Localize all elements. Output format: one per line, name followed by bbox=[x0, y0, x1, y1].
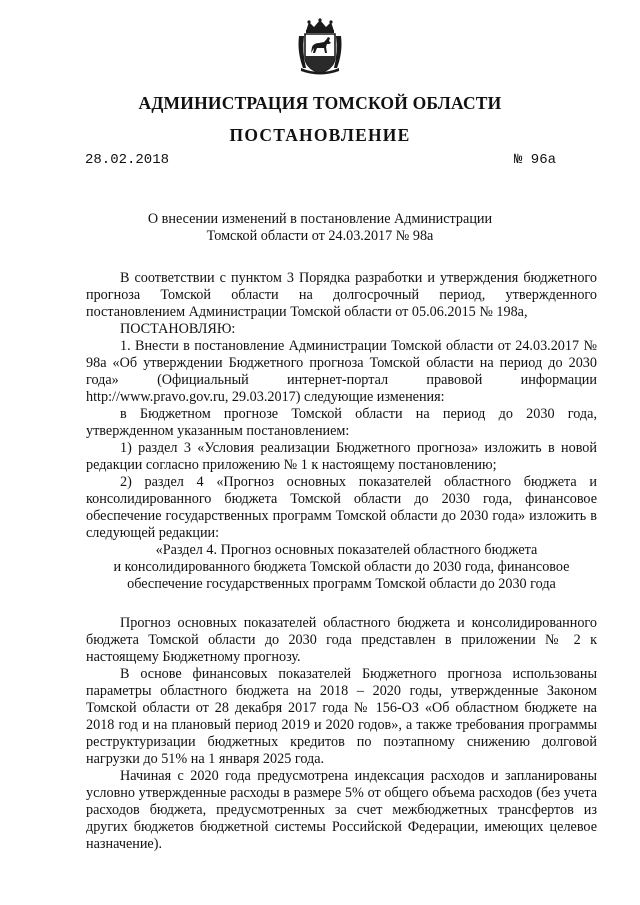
quote-line: обеспечение государственных программ Томской области до 2030 года bbox=[127, 576, 556, 592]
paragraph-indexation: Начиная с 2020 года предусмотрена индексация расходов и запланированы условно утвержденные расходы в размере 5% от общего объема расходов (без учета расходов бюджета, предусмотренных за счет межбюджетных трансфертов из других бюджетов бюджетной системы Российской Федерации, имеющих целевое назначение). bbox=[86, 768, 597, 852]
paragraph-preamble: В соответствии с пунктом 3 Порядка разработки и утверждения бюджетного прогноза Томской области на долгосрочный период, утвержденного постановлением Администрации Томской области от 05.06.2015 № 198а, bbox=[86, 270, 597, 320]
paragraph-basis: В основе финансовых показателей Бюджетного прогноза использованы параметры областного бюджета на 2018 – 2020 годы, утвержденные Законом Томской области от 28 декабря 2017 года № 156-ОЗ «Об областном бюджете на 2018 год и на плановый период 2019 и 2020 годов», а также требования программы реструктуризации бюджетных кредитов по поэтапному снижению долговой нагрузки до 51% на 1 января 2025 года. bbox=[86, 666, 597, 767]
paragraph-decree: ПОСТАНОВЛЯЮ: bbox=[120, 321, 236, 337]
subject-line: Томской области от 24.03.2017 № 98а bbox=[206, 228, 434, 244]
subject-line: О внесении изменений в постановление Администрации bbox=[147, 211, 493, 227]
document-body bbox=[86, 270, 597, 853]
document-type: ПОСТАНОВЛЕНИЕ bbox=[229, 125, 411, 145]
paragraph-scope: в Бюджетном прогнозе Томской области на период до 2030 года, утвержденном указанным постановлением: bbox=[86, 406, 597, 439]
document-date: 28.02.2018 bbox=[85, 152, 170, 168]
document-number: № 96а bbox=[513, 152, 556, 168]
section-heading-quote bbox=[86, 542, 597, 593]
quote-line: «Раздел 4. Прогноз основных показателей областного бюджета bbox=[155, 542, 538, 558]
paragraph-forecast: Прогноз основных показателей областного бюджета и консолидированного бюджета Томской области до 2030 года представлен в приложении № 2 к настоящему Бюджетному прогнозу. bbox=[86, 615, 597, 665]
quote-line: и консолидированного бюджета Томской области до 2030 года, финансовое bbox=[113, 559, 570, 575]
coat-of-arms-icon bbox=[297, 18, 343, 76]
paragraph-item-1: 1. Внести в постановление Администрации Томской области от 24.03.2017 № 98а «Об утверждении Бюджетного прогноза Томской области на период до 2030 года» (Официальный интернет-портал правовой информации http://www.pravo.gov.ru, 29.03.2017) следующие изменения: bbox=[86, 338, 597, 405]
document-subject bbox=[0, 211, 640, 245]
paragraph-subitem-2: 2) раздел 4 «Прогноз основных показателей областного бюджета и консолидированного бюджета Томской области до 2030 года, финансовое обеспечение государственных программ Томской области до 2030 года» изложить в следующей редакции: bbox=[86, 474, 597, 541]
paragraph-subitem-1: 1) раздел 3 «Условия реализации Бюджетного прогноза» изложить в новой редакции согласно приложению № 1 к настоящему постановлению; bbox=[86, 440, 597, 473]
organization-title: АДМИНИСТРАЦИЯ ТОМСКОЙ ОБЛАСТИ bbox=[138, 93, 502, 113]
